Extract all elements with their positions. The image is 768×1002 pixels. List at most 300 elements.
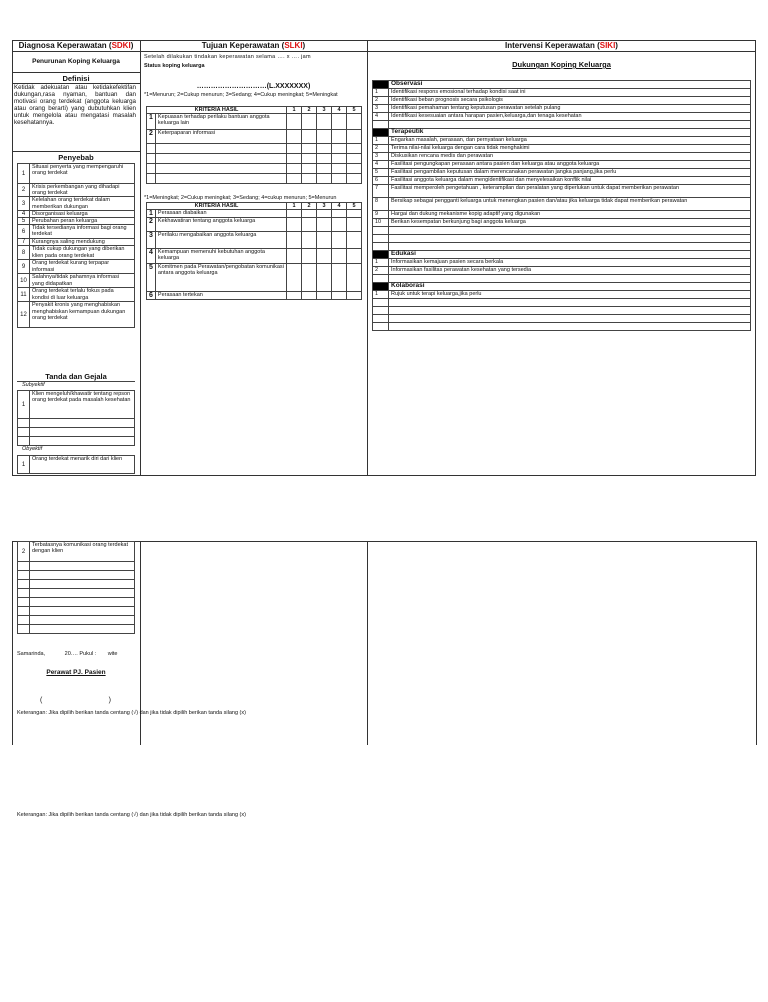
siki-blank-number <box>373 307 389 315</box>
siki-section-label: Observasi <box>389 81 751 89</box>
siki-text: Hargai dan dukung mekanisme kopig adaptif yang digunakan <box>389 211 751 219</box>
penyebab-row <box>18 164 135 184</box>
siki-blank-row <box>373 307 751 315</box>
kriteria-check-cell <box>287 144 302 154</box>
penyebab-text: Situasi penyerta yang mempengaruhi orang terdekat <box>30 164 135 184</box>
kriteria-text: Kekhawatiran tentang anggota keluarga <box>155 218 286 232</box>
siki-row <box>373 169 751 177</box>
kriteria-check-cell <box>317 232 332 249</box>
kriteria-check-cell <box>302 114 317 130</box>
penyebab-text: Disorganisasi keluarga <box>30 210 135 217</box>
kriteria-check-cell <box>347 130 362 144</box>
siki-blank-text <box>389 121 751 129</box>
siki-text: Fasilitasi pengungkapan perasaan antara pasien dan keluarga atau anggota keluarga <box>389 161 751 169</box>
penyebab-text: Krisis perkembangan yang dihadapi orang terdekat <box>30 184 135 197</box>
header-sdki: Diagnosa Keperawatan (SDKI) <box>18 41 134 50</box>
penyebab-text: Kurangnya saling mendukung <box>30 239 135 246</box>
keterangan-1: Keterangan: Jika dipilih berikan tanda centang (√) dan jika tidak dipilih berikan tanda silang (x) <box>17 710 246 716</box>
obyektif-row <box>18 456 135 474</box>
kriteria-col-header: 5 <box>347 107 362 114</box>
obyektif2-blank-row <box>18 571 135 580</box>
subyektif-blank-text <box>30 428 135 437</box>
siki-blank-row <box>373 243 751 251</box>
slki-code: …………………………(L.XXXXXXX) <box>196 83 311 90</box>
obyektif2-blank-text <box>30 589 135 598</box>
penyebab-number: 11 <box>18 288 30 302</box>
kriteria-check-cell <box>302 218 317 232</box>
kriteria-blank-text <box>155 154 286 164</box>
col-divider-2 <box>367 40 368 476</box>
kriteria-blank-text <box>155 174 286 184</box>
kriteria-table-2 <box>146 202 362 300</box>
kriteria-check-cell <box>287 264 302 292</box>
siki-number: 10 <box>373 219 389 227</box>
kriteria-text: Perilaku mengabaikan anggota keluarga <box>155 232 286 249</box>
kriteria-check-cell <box>317 249 332 264</box>
obyektif2-blank-text <box>30 580 135 589</box>
siki-number: 3 <box>373 153 389 161</box>
siki-section-row <box>373 251 751 259</box>
kriteria-row <box>147 218 362 232</box>
kriteria-check-cell <box>332 264 347 292</box>
kriteria-label: KRITERIA HASIL <box>147 203 287 210</box>
kriteria-check-cell <box>347 264 362 292</box>
kriteria-check-cell <box>332 114 347 130</box>
sdki-title-line <box>12 72 140 73</box>
siki-blank-row <box>373 275 751 283</box>
siki-number: 5 <box>373 169 389 177</box>
siki-row <box>373 153 751 161</box>
obyektif-text: Orang terdekat menarik diri dari klien <box>30 456 135 474</box>
kriteria-check-cell <box>332 144 347 154</box>
obyektif2-blank-row <box>18 580 135 589</box>
kriteria-check-cell <box>302 130 317 144</box>
kriteria-col-header: 4 <box>332 107 347 114</box>
siki-number: 7 <box>373 185 389 198</box>
obyektif2-blank-text <box>30 616 135 625</box>
kriteria-check-cell <box>287 292 302 300</box>
penyebab-table <box>17 163 135 328</box>
kriteria-blank-row <box>147 164 362 174</box>
kriteria-col-header: 2 <box>302 203 317 210</box>
kriteria-check-cell <box>287 249 302 264</box>
siki-blank-number <box>373 227 389 235</box>
kriteria-blank-number <box>147 174 156 184</box>
penyebab-text: Orang terdekat terlalu fokus pada kondisi di luar keluarga <box>30 288 135 302</box>
penyebab-number: 8 <box>18 246 30 260</box>
siki-row <box>373 137 751 145</box>
kriteria-col-header: 4 <box>332 203 347 210</box>
obyektif2-blank-number <box>18 580 30 589</box>
siki-section-row <box>373 283 751 291</box>
kriteria-check-cell <box>317 210 332 218</box>
kriteria-check-cell <box>302 174 317 184</box>
kriteria-col-header: 1 <box>287 203 302 210</box>
penyebab-number: 3 <box>18 197 30 210</box>
kriteria-col-header: 1 <box>287 107 302 114</box>
subyektif-table <box>17 390 135 446</box>
obyektif2-blank-row <box>18 562 135 571</box>
obyektif2-blank-number <box>18 625 30 634</box>
kriteria-check-cell <box>317 114 332 130</box>
penyebab-text: Penyakit kronis yang menghabiskan menghabiskan kemampuan dukungan orang terdekat <box>30 302 135 328</box>
penyebab-row <box>18 210 135 217</box>
siki-blank-row <box>373 299 751 307</box>
kriteria-header-row <box>147 107 362 114</box>
kriteria-check-cell <box>317 144 332 154</box>
siki-row <box>373 185 751 198</box>
subyektif-blank-row <box>18 419 135 428</box>
penyebab-row <box>18 302 135 328</box>
penyebab-row <box>18 197 135 210</box>
siki-blank-text <box>389 299 751 307</box>
footer-place: Samarinda, 20…. Pukul : wite <box>17 651 118 657</box>
definisi-bottom-line <box>12 151 140 152</box>
siki-number: 4 <box>373 161 389 169</box>
siki-number: 2 <box>373 97 389 105</box>
kriteria-check-cell <box>317 292 332 300</box>
subyektif-blank-text <box>30 437 135 446</box>
slki-scale2: *1=Meningkat; 2=Cukup meningkat; 3=Sedang; 4=cukup menurun; 5=Menurun <box>144 195 337 201</box>
definisi-text: Ketidak adekuatan atau ketidakefektifan dukungan,rasa nyaman, bantuan dan motivasi orang terdekat (anggota keluarga atau orang berarti) yang dubutuhkan klien untuk mengelola atau mengatasi masalah kesehatannya. <box>14 84 136 126</box>
obyektif2-blank-text <box>30 625 135 634</box>
subyektif-blank-row <box>18 428 135 437</box>
kriteria-blank-text <box>155 164 286 174</box>
penyebab-number: 4 <box>18 210 30 217</box>
kriteria-text: Kepuasan terhadap perilaku bantuan anggota keluarga lain <box>155 114 286 130</box>
kriteria-header-row <box>147 203 362 210</box>
siki-blank-number <box>373 121 389 129</box>
kriteria-table-1 <box>146 106 362 184</box>
obyektif-label: Obyektif <box>22 446 43 452</box>
header-line <box>12 51 756 52</box>
penyebab-row <box>18 246 135 260</box>
siki-blank-number <box>373 275 389 283</box>
siki-section-marker <box>373 129 389 137</box>
siki-text: Bersikap sebagai pengganti keluarga untuk menengkan pasien dan/atau jika keluarga tidak dapat memberikan perawatan <box>389 198 751 211</box>
siki-text: Fasilitasi pengambilan keputusan dalam merencanakan perawatan jangka panjang,jika perlu <box>389 169 751 177</box>
keterangan-2: Keterangan: Jika dipilih berikan tanda centang (√) dan jika tidak dipilih berikan tanda silang (x) <box>17 812 246 818</box>
kriteria-check-cell <box>317 264 332 292</box>
kriteria-check-cell <box>317 174 332 184</box>
header-slki: Tujuan Keperawatan (SLKI) <box>201 41 306 50</box>
kriteria-col-header: 2 <box>302 107 317 114</box>
penyebab-number: 12 <box>18 302 30 328</box>
page2-left-line <box>12 541 13 745</box>
kriteria-check-cell <box>347 210 362 218</box>
kriteria-number: 3 <box>147 232 156 249</box>
obyektif2-blank-row <box>18 616 135 625</box>
siki-row <box>373 219 751 227</box>
header-siki: Intervensi Keperawatan (SIKI) <box>505 41 618 50</box>
kriteria-row <box>147 264 362 292</box>
penyebab-row <box>18 260 135 274</box>
kriteria-check-cell <box>332 130 347 144</box>
kriteria-number: 5 <box>147 264 156 292</box>
obyektif2-blank-text <box>30 571 135 580</box>
obyektif2-blank-number <box>18 589 30 598</box>
kriteria-check-cell <box>317 130 332 144</box>
perawat-label: Perawat PJ. Pasien <box>46 669 106 676</box>
kriteria-check-cell <box>347 249 362 264</box>
kriteria-check-cell <box>317 218 332 232</box>
obyektif2-blank-row <box>18 589 135 598</box>
obyektif2-blank-number <box>18 607 30 616</box>
obyektif2-blank-text <box>30 562 135 571</box>
subyektif-row <box>18 391 135 419</box>
kriteria-row <box>147 210 362 218</box>
subyektif-blank-text <box>30 419 135 428</box>
kriteria-check-cell <box>332 154 347 164</box>
obyektif2-text: Terbatasnya komunikasi orang terdekat dengan klien <box>30 542 135 562</box>
subyektif-blank-number <box>18 428 30 437</box>
siki-number: 4 <box>373 113 389 121</box>
obyektif-table-2 <box>17 541 135 634</box>
obyektif2-blank-row <box>18 598 135 607</box>
siki-number: 9 <box>373 211 389 219</box>
kriteria-check-cell <box>302 292 317 300</box>
obyektif2-blank-number <box>18 616 30 625</box>
kriteria-check-cell <box>347 174 362 184</box>
siki-section-label: Edukasi <box>389 251 751 259</box>
kriteria-check-cell <box>287 218 302 232</box>
kriteria-check-cell <box>287 232 302 249</box>
penyebab-number: 5 <box>18 218 30 225</box>
kriteria-blank-row <box>147 174 362 184</box>
siki-blank-number <box>373 235 389 243</box>
siki-text: Rujuk untuk terapi keluarga,jika perlu <box>389 291 751 299</box>
page2-right-line <box>756 541 757 745</box>
kriteria-check-cell <box>332 164 347 174</box>
kriteria-check-cell <box>317 154 332 164</box>
penyebab-number: 9 <box>18 260 30 274</box>
kriteria-check-cell <box>347 164 362 174</box>
siki-row <box>373 177 751 185</box>
siki-number: 2 <box>373 267 389 275</box>
subyektif-blank-number <box>18 419 30 428</box>
siki-row <box>373 267 751 275</box>
kriteria-row <box>147 249 362 264</box>
siki-table <box>372 80 751 331</box>
kriteria-check-cell <box>332 174 347 184</box>
page2-div2 <box>367 541 368 745</box>
kriteria-text: Perasaan tertekan <box>155 292 286 300</box>
obyektif2-blank-number <box>18 598 30 607</box>
siki-text: Informasikan kemajuan pasien secara berkala <box>389 259 751 267</box>
kriteria-check-cell <box>347 218 362 232</box>
kriteria-check-cell <box>332 218 347 232</box>
obyektif2-blank-text <box>30 598 135 607</box>
siki-section-marker <box>373 251 389 259</box>
siki-blank-text <box>389 275 751 283</box>
kriteria-check-cell <box>332 232 347 249</box>
penyebab-number: 6 <box>18 225 30 239</box>
kriteria-blank-number <box>147 164 156 174</box>
kriteria-blank-row <box>147 154 362 164</box>
kriteria-check-cell <box>287 154 302 164</box>
penyebab-row <box>18 184 135 197</box>
siki-blank-number <box>373 315 389 323</box>
obyektif2-blank-number <box>18 571 30 580</box>
siki-number: 3 <box>373 105 389 113</box>
siki-number: 1 <box>373 89 389 97</box>
subyektif-label: Subyektif <box>22 382 45 388</box>
penyebab-row <box>18 218 135 225</box>
definisi-heading: Definisi <box>62 74 90 83</box>
kriteria-check-cell <box>332 210 347 218</box>
kriteria-row <box>147 292 362 300</box>
siki-blank-text <box>389 235 751 243</box>
penyebab-text: Tidak cukup dukungan yang diberikan klien pada orang terdekat <box>30 246 135 260</box>
kriteria-check-cell <box>302 264 317 292</box>
siki-row <box>373 97 751 105</box>
siki-section-label: Kolaborasi <box>389 283 751 291</box>
kriteria-check-cell <box>287 114 302 130</box>
siki-text: Identifikasi pemahaman tentang keputusan perawatan setelah pulang <box>389 105 751 113</box>
kriteria-check-cell <box>302 164 317 174</box>
sdki-title: Penurunan Koping Keluarga <box>32 58 120 65</box>
obyektif2-number: 2 <box>18 542 30 562</box>
siki-blank-number <box>373 243 389 251</box>
kriteria-col-header: 5 <box>347 203 362 210</box>
siki-section-label: Terapeutik <box>389 129 751 137</box>
siki-number: 1 <box>373 137 389 145</box>
siki-blank-text <box>389 307 751 315</box>
kriteria-check-cell <box>347 114 362 130</box>
siki-blank-row <box>373 121 751 129</box>
kriteria-check-cell <box>302 232 317 249</box>
kriteria-number: 1 <box>147 114 156 130</box>
siki-text: Informasikan fasilitas perawatan kesehatan yang tersedia <box>389 267 751 275</box>
siki-section-row <box>373 81 751 89</box>
kriteria-number: 1 <box>147 210 156 218</box>
siki-number: 1 <box>373 291 389 299</box>
kriteria-check-cell <box>317 164 332 174</box>
kriteria-check-cell <box>302 210 317 218</box>
siki-text: Terima nilai-nilai keluarga dengan cara tidak menghakimi <box>389 145 751 153</box>
penyebab-row <box>18 274 135 288</box>
kriteria-check-cell <box>287 210 302 218</box>
kriteria-check-cell <box>332 249 347 264</box>
obyektif2-blank-text <box>30 607 135 616</box>
penyebab-row <box>18 225 135 239</box>
kriteria-blank-text <box>155 144 286 154</box>
siki-number: 6 <box>373 177 389 185</box>
kriteria-text: Kemampuan memenuhi kebutuhan anggota keluarga <box>155 249 286 264</box>
slki-scale1: *1=Menurun; 2=Cukup menurun; 3=Sedang; 4=Cukup meningkat; 5=Meningkat <box>144 92 338 98</box>
subyektif-text: Klien mengeluh/khawatir tentang repson orang terdekat pada masalah kesehatan <box>30 391 135 419</box>
siki-row <box>373 105 751 113</box>
kriteria-check-cell <box>332 292 347 300</box>
penyebab-row <box>18 288 135 302</box>
subyektif-number: 1 <box>18 391 30 419</box>
obyektif2-blank-row <box>18 625 135 634</box>
signature-paren: ( ) <box>40 697 111 704</box>
obyektif-table <box>17 455 135 474</box>
siki-text: Berikan kesempatan berkunjung bagi anggota keluarga <box>389 219 751 227</box>
siki-blank-row <box>373 235 751 243</box>
kriteria-number: 6 <box>147 292 156 300</box>
penyebab-text: Orang terdekat kurang terpapar informasi <box>30 260 135 274</box>
kriteria-row <box>147 232 362 249</box>
kriteria-text: Komitmen pada Perawatan/pengobatan komunikasi antara anggota keluarga <box>155 264 286 292</box>
siki-row <box>373 161 751 169</box>
siki-text: Fasilitasi memperoleh pengetahuan , keterampilan dan peralatan yang diperlukan untuk dapat memberikan perawatan <box>389 185 751 198</box>
kriteria-blank-number <box>147 154 156 164</box>
siki-text: Identifikasi kesesuaian antara harapan pasien,keluarga,dan tenaga kesehatan <box>389 113 751 121</box>
kriteria-label: KRITERIA HASIL <box>147 107 287 114</box>
kriteria-blank-row <box>147 144 362 154</box>
kriteria-row <box>147 114 362 130</box>
kriteria-check-cell <box>287 130 302 144</box>
siki-blank-row <box>373 323 751 331</box>
siki-text: Identifikasi beban prognosis secara psikologis <box>389 97 751 105</box>
siki-blank-number <box>373 323 389 331</box>
penyebab-number: 2 <box>18 184 30 197</box>
penyebab-number: 1 <box>18 164 30 184</box>
siki-blank-number <box>373 299 389 307</box>
siki-row <box>373 259 751 267</box>
kriteria-blank-number <box>147 144 156 154</box>
siki-blank-text <box>389 323 751 331</box>
siki-title: Dukungan Koping Keluarga <box>512 60 611 69</box>
siki-blank-text <box>389 227 751 235</box>
siki-row <box>373 198 751 211</box>
penyebab-heading: Penyebab <box>58 153 94 162</box>
siki-text: Diskusikan rencana medis dan perawatan <box>389 153 751 161</box>
col-divider-1 <box>140 40 141 476</box>
kriteria-check-cell <box>347 154 362 164</box>
siki-blank-text <box>389 243 751 251</box>
subyektif-blank-row <box>18 437 135 446</box>
kriteria-check-cell <box>302 154 317 164</box>
slki-status: Status koping keluarga <box>144 63 205 69</box>
kriteria-row <box>147 130 362 144</box>
kriteria-number: 2 <box>147 130 156 144</box>
kriteria-check-cell <box>302 249 317 264</box>
penyebab-text: Tidak tersedianya informasi bagi orang terdekat <box>30 225 135 239</box>
siki-text: Engarkan masalah, perasaan, dan pernyataan keluarga <box>389 137 751 145</box>
kriteria-col-header: 3 <box>317 107 332 114</box>
kriteria-check-cell <box>287 174 302 184</box>
slki-intro: Setelah dilakukan tindakan keperawatan selama …. x …. jam <box>144 54 311 60</box>
penyebab-text: Kelelahan orang terdekat dalam memberikan dukungan <box>30 197 135 210</box>
kriteria-check-cell <box>347 144 362 154</box>
penyebab-text: Salahnya/tidak pahamnya informasi yang didapatkan <box>30 274 135 288</box>
siki-section-marker <box>373 81 389 89</box>
obyektif2-blank-number <box>18 562 30 571</box>
siki-text: Identifikasi respons emosional terhadap kondisi saat ini <box>389 89 751 97</box>
kriteria-text: Keterpaparan informasi <box>155 130 286 144</box>
siki-number: 2 <box>373 145 389 153</box>
subyektif-blank-number <box>18 437 30 446</box>
siki-row <box>373 89 751 97</box>
kriteria-check-cell <box>287 164 302 174</box>
siki-row <box>373 145 751 153</box>
kriteria-col-header: 3 <box>317 203 332 210</box>
penyebab-text: Perubahan peran keluarga <box>30 218 135 225</box>
siki-blank-row <box>373 227 751 235</box>
kriteria-check-cell <box>302 144 317 154</box>
penyebab-number: 10 <box>18 274 30 288</box>
kriteria-check-cell <box>347 232 362 249</box>
kriteria-check-cell <box>347 292 362 300</box>
obyektif-number: 1 <box>18 456 30 474</box>
obyektif2-row <box>18 542 135 562</box>
obyektif2-blank-row <box>18 607 135 616</box>
kriteria-number: 4 <box>147 249 156 264</box>
siki-number: 8 <box>373 198 389 211</box>
